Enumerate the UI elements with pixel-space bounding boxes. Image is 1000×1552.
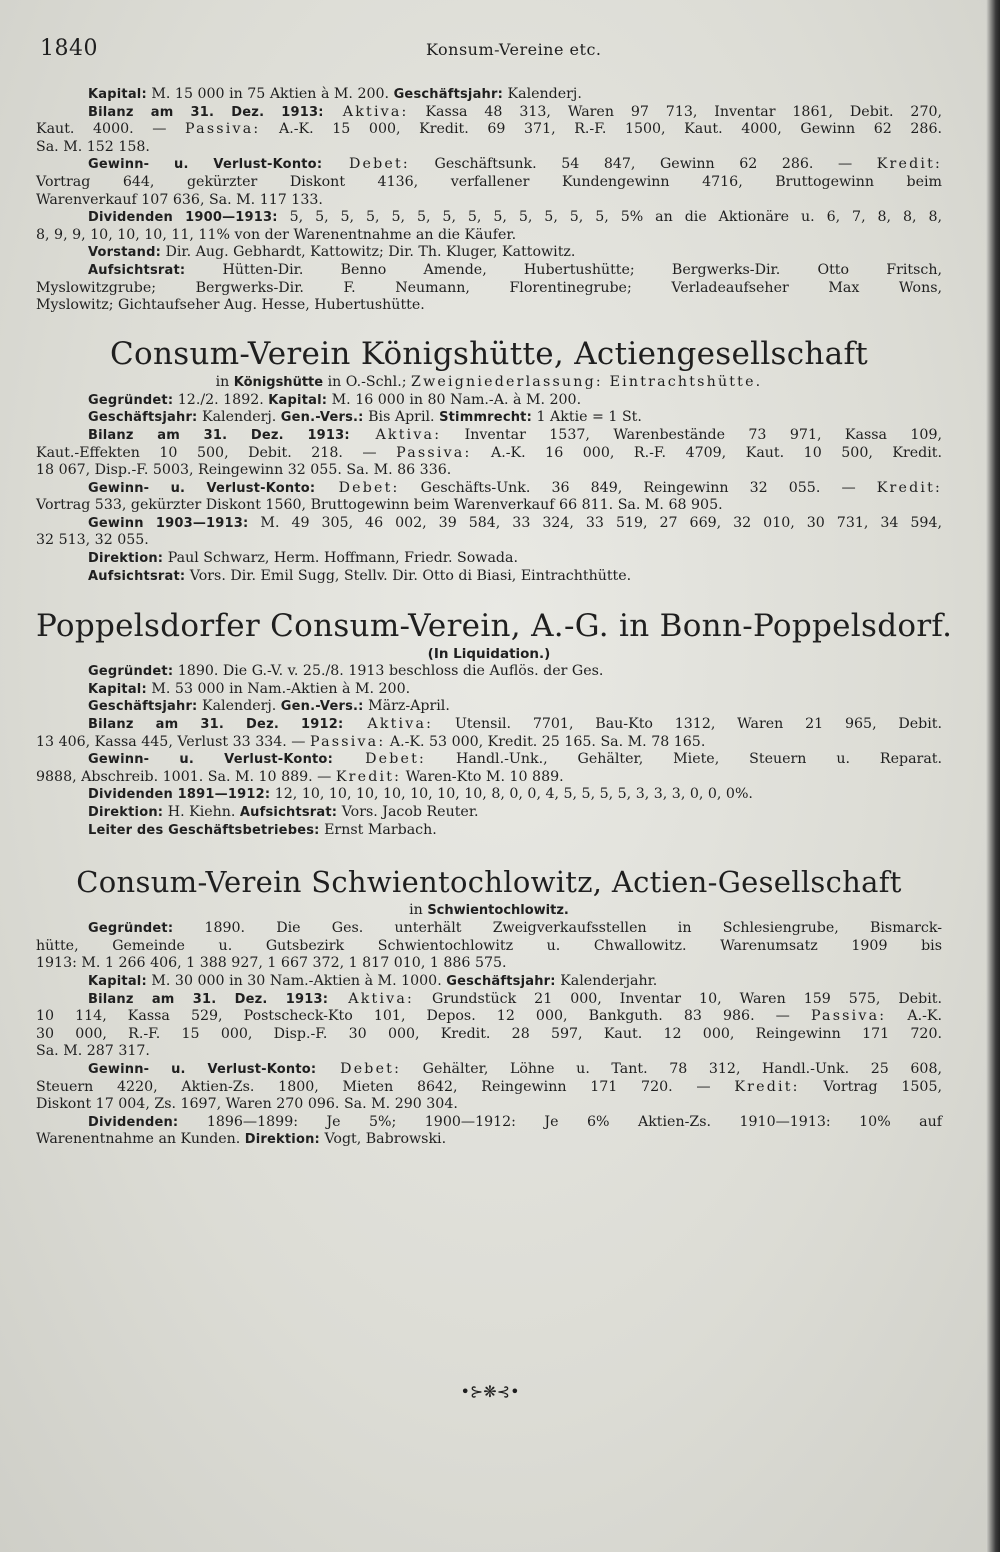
text-line: Kapital: M. 53 000 in Nam.-Aktien à M. 200.: [88, 680, 411, 697]
page-header: [36, 36, 956, 64]
text-line: 8, 9, 9, 10, 10, 10, 11, 11% von der Warenentnahme an die Käufer.: [36, 226, 517, 243]
text-line: Bilanz am 31. Dez. 1913: Aktiva: Kassa 48 313, Waren 97 713, Inventar 1861, Debit. 270,: [88, 103, 943, 120]
text-line: Kaut. 4000. — Passiva: A.-K. 15 000, Kredit. 69 371, R.-F. 1500, Kaut. 4000, Gewinn 62 286.: [36, 121, 942, 138]
page-number: 1840: [40, 36, 98, 61]
text-line: Leiter des Geschäftsbetriebes: Ernst Marbach.: [88, 821, 437, 838]
entry-title-schwientochlowitz: Consum-Verein Schwientochlowitz, Actien-Gesellschaft: [76, 865, 902, 900]
text-line: 1913: M. 1 266 406, 1 388 927, 1 667 372, 1 817 010, 1 886 575.: [36, 955, 507, 972]
text-line: Direktion: Paul Schwarz, Herm. Hoffmann, Friedr. Sowada.: [88, 550, 518, 567]
text-line: Direktion: H. Kiehn. Aufsichtsrat: Vors. Jacob Reuter.: [88, 804, 479, 820]
text-line: Gewinn- u. Verlust-Konto: Debet: Gehälter, Löhne u. Tant. 78 312, Handl.-Unk. 25 608,: [88, 1060, 942, 1077]
text-line: Bilanz am 31. Dez. 1912: Aktiva: Utensil. 7701, Bau-Kto 1312, Waren 21 965, Debit.: [88, 716, 942, 733]
text-line: Warenentnahme an Kunden. Direktion: Vogt, Babrowski.: [36, 1131, 447, 1148]
entry-poppelsdorf: [36, 663, 942, 839]
entry-subtitle-schwientochlowitz: in Schwientochlowitz.: [409, 902, 569, 919]
text-line: 32 513, 32 055.: [36, 532, 149, 549]
entry-subtitle-koenigshuette: in Königshütte in O.-Schl.; Zweigniederlassung: Eintrachtshütte.: [215, 373, 763, 390]
text-line: Kapital: M. 30 000 in 30 Nam.-Aktien à M. 1000. Geschäftsjahr: Kalenderjahr.: [88, 972, 658, 989]
text-line: Gewinn- u. Verlust-Konto: Debet: Handl.-Unk., Gehälter, Miete, Steuern u. Reparat.: [88, 751, 942, 768]
text-line: Vortrag 644, gekürzter Diskont 4136, verfallener Kundengewinn 4716, Bruttogewinn beim: [36, 173, 942, 190]
text-line: 9888, Abschreib. 1001. Sa. M. 10 889. — Kredit: Waren-Kto M. 10 889.: [36, 768, 564, 785]
text-line: Gegründet: 1890. Die Ges. unterhält Zweigverkaufsstellen in Schlesiengrube, Bismarck-: [88, 920, 942, 937]
entry-continued: [36, 86, 942, 315]
page-edge-shadow: [986, 0, 1000, 1552]
text-line: Gewinn 1903—1913: M. 49 305, 46 002, 39 584, 33 324, 33 519, 27 669, 32 010, 30 731, 34 594,: [88, 514, 942, 531]
entry-title-poppelsdorf: Poppelsdorfer Consum-Verein, A.-G. in Bonn-Poppelsdorf.: [36, 608, 953, 645]
text-line: Bilanz am 31. Dez. 1913: Aktiva: Inventar 1537, Warenbestände 73 971, Kassa 109,: [88, 426, 942, 443]
text-line: 18 067, Disp.-F. 5003, Reingewinn 32 055. Sa. M. 86 336.: [36, 462, 452, 479]
text-line: Dividenden 1900—1913: 5, 5, 5, 5, 5, 5, 5, 5, 5, 5, 5, 5, 5, 5% an die Aktionäre u. 6, 7, 8, 8, 8,: [88, 209, 942, 226]
text-line: hütte, Gemeinde u. Gutsbezirk Schwientochlowitz u. Chwallowitz. Warenumsatz 1909 bis: [36, 937, 942, 954]
end-ornament: •⊱❋⊰•: [460, 1382, 520, 1401]
text-line: Gewinn- u. Verlust-Konto: Debet: Geschäfts-Unk. 36 849, Reingewinn 32 055. — Kredit:: [88, 479, 943, 496]
text-line: Gewinn- u. Verlust-Konto: Debet: Geschäftsunk. 54 847, Gewinn 62 286. — Kredit:: [88, 156, 943, 173]
text-line: Myslowitz; Gichtaufseher Aug. Hesse, Hubertushütte.: [36, 297, 425, 314]
text-line: Diskont 17 004, Zs. 1697, Waren 270 096. Sa. M. 290 304.: [36, 1096, 458, 1113]
text-line: Bilanz am 31. Dez. 1913: Aktiva: Grundstück 21 000, Inventar 10, Waren 159 575, Debit.: [88, 990, 942, 1007]
text-line: Sa. M. 287 317.: [36, 1043, 150, 1060]
text-line: 13 406, Kassa 445, Verlust 33 334. — Passiva: A.-K. 53 000, Kredit. 25 165. Sa. M. 78 165.: [36, 733, 706, 750]
text-line: Kapital: M. 15 000 in 75 Aktien à M. 200. Geschäftsjahr: Kalenderj.: [88, 86, 582, 102]
text-line: Steuern 4220, Aktien-Zs. 1800, Mieten 8642, Reingewinn 171 720. — Kredit: Vortrag 1505,: [36, 1078, 942, 1095]
text-line: Vorstand: Dir. Aug. Gebhardt, Kattowitz; Dir. Th. Kluger, Kattowitz.: [88, 244, 576, 261]
text-line: Dividenden 1891—1912: 12, 10, 10, 10, 10, 10, 10, 10, 8, 0, 0, 4, 5, 5, 5, 5, 3, 3, 3, 0, 0, 0%.: [88, 786, 753, 803]
text-line: Dividenden: 1896—1899: Je 5%; 1900—1912: Je 6% Aktien-Zs. 1910—1913: 10% auf: [88, 1113, 942, 1130]
text-line: Geschäftsjahr: Kalenderj. Gen.-Vers.: März-April.: [88, 698, 450, 715]
text-line: Sa. M. 152 158.: [36, 138, 150, 155]
text-line: Vortrag 533, gekürzter Diskont 1560, Bruttogewinn beim Warenverkauf 66 811. Sa. M. 68 905.: [36, 497, 723, 514]
text-line: Aufsichtsrat: Hütten-Dir. Benno Amende, Hubertushütte; Bergwerks-Dir. Otto Fritsch,: [88, 261, 942, 278]
text-line: Warenverkauf 107 636, Sa. M. 117 133.: [36, 191, 323, 208]
entry-schwientochlowitz: [36, 920, 942, 1149]
text-line: Geschäftsjahr: Kalenderj. Gen.-Vers.: Bis April. Stimmrecht: 1 Aktie = 1 St.: [88, 409, 642, 426]
text-line: 30 000, R.-F. 15 000, Disp.-F. 30 000, Kredit. 28 597, Kaut. 12 000, Reingewinn 171 720.: [36, 1025, 942, 1042]
entry-title-koenigshuette: Consum-Verein Königshütte, Actiengesellschaft: [110, 335, 868, 372]
entry-koenigshuette: [36, 392, 942, 586]
text-line: Aufsichtsrat: Vors. Dir. Emil Sugg, Stellv. Dir. Otto di Biasi, Eintrachthütte.: [88, 567, 632, 584]
page-content: [36, 86, 953, 1149]
text-line: Gegründet: 1890. Die G.-V. v. 25./8. 1913 beschloss die Auflös. der Ges.: [88, 663, 604, 680]
text-line: 10 114, Kassa 529, Postscheck-Kto 101, Depos. 12 000, Bankguth. 83 986. — Passiva: A.-K.: [36, 1008, 943, 1025]
text-line: Gegründet: 12./2. 1892. Kapital: M. 16 000 in 80 Nam.-A. à M. 200.: [88, 391, 582, 408]
text-line: Kaut.-Effekten 10 500, Debit. 218. — Passiva: A.-K. 16 000, R.-F. 4709, Kaut. 10 500, Kredit.: [36, 444, 942, 461]
running-title: Konsum-Vereine etc.: [426, 40, 602, 59]
text-line: Myslowitzgrube; Bergwerks-Dir. F. Neumann, Florentinegrube; Verladeaufseher Max Wons,: [36, 279, 942, 296]
liquidation-note: (In Liquidation.): [427, 646, 551, 663]
